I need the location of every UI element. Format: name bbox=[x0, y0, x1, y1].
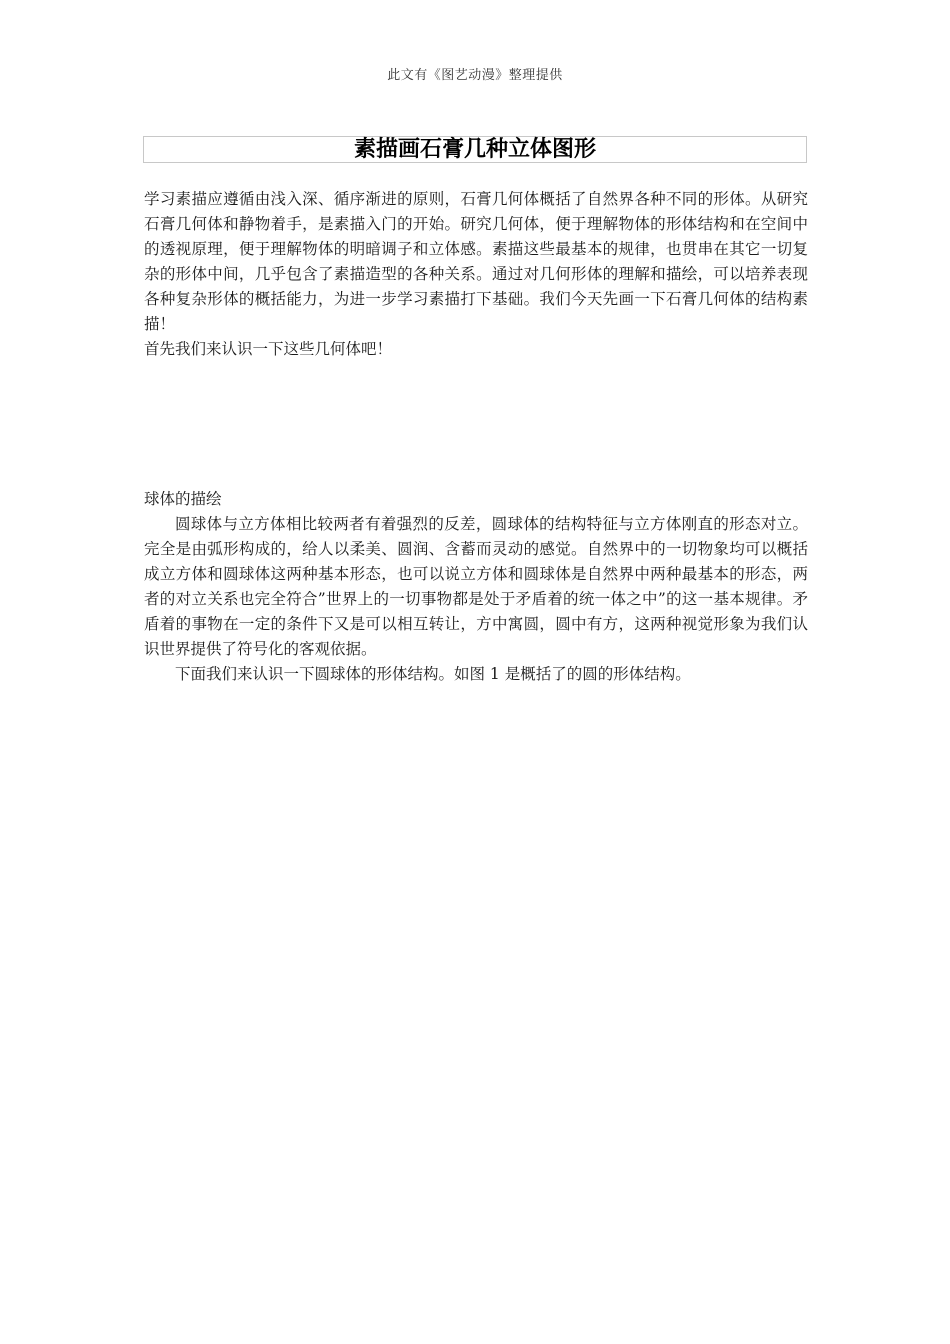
sphere-paragraph-2: 下面我们来认识一下圆球体的形体结构。如图 1 是概括了的圆的形体结构。 bbox=[175, 665, 691, 683]
intro-paragraph: 学习素描应遵循由浅入深、循序渐进的原则，石膏几何体概括了自然界各种不同的形体。从研究石膏几何体和静物着手，是素描入门的开始。研究几何体，便于理解物体的形体结构和在空间中的透视原理，便于理解物体的明暗调子和立体感。素描这些最基本的规律，也贯串在其它一切复杂的形体中间，几乎包含了素描造型的各种关系。通过对几何形体的理解和描绘，可以培养表现各种复杂形体的概括能力，为进一步学习素描打下基础。我们今天先画一下石膏几何体的结构素描！ bbox=[144, 190, 808, 333]
sphere-paragraph-1: 圆球体与立方体相比较两者有着强烈的反差，圆球体的结构特征与立方体刚直的形态对立。完全是由弧形构成的，给人以柔美、圆润、含蓄而灵动的感觉。自然界中的一切物象均可以概括成立方体和圆球体这两种基本形态，也可以说立方体和圆球体是自然界中两种最基本的形态，两者的对立关系也完全符合”世界上的一切事物都是处于矛盾着的统一体之中”的这一基本规律。矛盾着的事物在一定的条件下又是可以相互转让，方中寓圆，圆中有方，这两种视觉形象为我们认识世界提供了符号化的客观依据。 bbox=[144, 515, 808, 658]
document-body bbox=[144, 187, 808, 687]
sphere-section-heading: 球体的描绘 bbox=[144, 490, 222, 508]
intro-followup: 首先我们来认识一下这些几何体吧！ bbox=[144, 340, 393, 358]
image-placeholder-space bbox=[144, 362, 808, 487]
header-note: 此文有《图艺动漫》整理提供 bbox=[387, 68, 563, 83]
document-title: 素描画石膏几种立体图形 bbox=[143, 136, 807, 163]
